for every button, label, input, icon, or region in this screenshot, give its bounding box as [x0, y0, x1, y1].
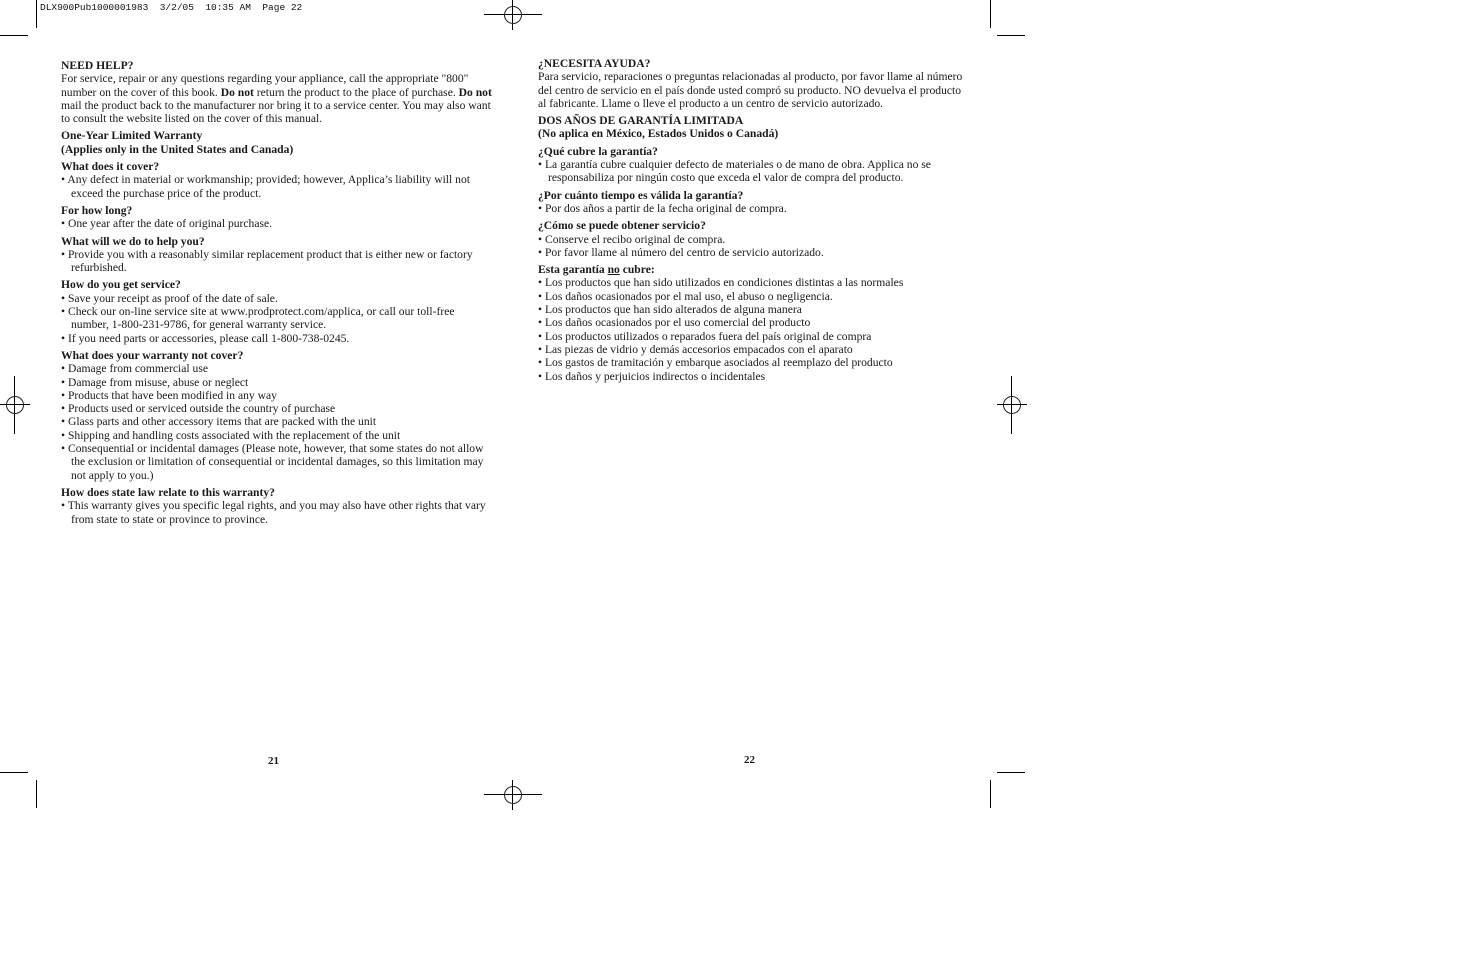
list-item: • Por favor llame al número del centro de servicio autorizado. [538, 245, 824, 259]
section-heading: ¿Qué cubre la garantía? [538, 144, 658, 158]
list-item: • Los daños ocasionados por el mal uso, el abuso o negligencia. [538, 289, 833, 303]
list-item: • Any defect in material or workmanship; provided; however, Applica’s liability will not exceed the purchase price of the product. [61, 173, 470, 200]
print-slug: DLX900Pub1000001983 3/2/05 10:35 AM Page 22 [40, 2, 303, 13]
crop-mark [36, 0, 37, 28]
left-page-column [61, 59, 493, 526]
list-item: • Los gastos de tramitación y embarque asociados al reemplazo del producto [538, 356, 893, 370]
page-number-right: 22 [744, 754, 755, 766]
warranty-title: One-Year Limited Warranty [61, 129, 203, 143]
list-item: • Save your receipt as proof of the date of sale. [61, 291, 278, 305]
section-heading: How does state law relate to this warranty? [61, 485, 275, 499]
list-item: • La garantía cubre cualquier defecto de materiales o de mano de obra. Applica no se responsabiliza por ningún costo que exceda el valor de compra del producto. [538, 158, 931, 185]
list-item: • Glass parts and other accessory items that are packed with the unit [61, 415, 377, 429]
list-item: • Shipping and handling costs associated with the replacement of the unit [61, 428, 401, 442]
page-number-left: 21 [268, 755, 279, 767]
list-item: • Por dos años a partir de la fecha original de compra. [538, 201, 787, 215]
crop-mark [997, 35, 1025, 36]
section-heading: How do you get service? [61, 278, 181, 292]
list-item: • Conserve el recibo original de compra. [538, 232, 726, 246]
list-item: • Check our on-line service site at www.prodprotect.com/applica, or call our toll-free number, 1-800-231-9786, for general warranty service. [61, 305, 455, 332]
crop-mark [997, 772, 1025, 773]
need-help-heading: NEED HELP? [61, 59, 134, 72]
registration-mark-circle [6, 396, 24, 414]
need-help-paragraph: For service, repair or any questions regarding your appliance, call the appropriate "800" number on the cover of this book. Do not return the product to the place of purchase. Do not mail the product back to the manufacturer nor bring it to a service center. You may also want to consult the website listed on the cover of this manual. [61, 72, 492, 126]
list-item: • If you need parts or accessories, please call 1-800-738-0245. [61, 331, 350, 345]
list-item: • Products that have been modified in any way [61, 388, 277, 402]
list-item: • Las piezas de vidrio y demás accesorios empacados con el aparato [538, 342, 853, 356]
need-help-paragraph: Para servicio, reparaciones o preguntas relacionadas al producto, por favor llame al número del centro de servicio en el país donde usted compró su producto. NO devuelva el producto al fabricante. Llame o lleve el producto a un centro de servicio autorizado. [538, 70, 963, 110]
list-item: • Los productos que han sido utilizados en condiciones distintas a las normales [538, 276, 904, 290]
crop-mark [990, 0, 991, 28]
list-item: • Damage from commercial use [61, 362, 208, 376]
crop-mark [0, 772, 28, 773]
right-page-column [538, 57, 970, 383]
list-item: • Products used or serviced outside the country of purchase [61, 402, 336, 416]
section-heading: What does it cover? [61, 160, 160, 174]
list-item: • Los productos que han sido alterados de alguna manera [538, 303, 802, 317]
list-item: • Damage from misuse, abuse or neglect [61, 375, 249, 389]
section-heading: What does your warranty not cover? [61, 348, 244, 362]
list-item: • Provide you with a reasonably similar replacement product that is either new or factory refurbished. [61, 247, 473, 275]
list-item: • This warranty gives you specific legal rights, and you may also have other rights that vary from state to state or province to province. [61, 499, 486, 526]
registration-mark-circle [1003, 396, 1021, 414]
need-help-heading: ¿NECESITA AYUDA? [538, 57, 651, 70]
list-item: • Los productos utilizados o reparados fuera del país original de compra [538, 329, 872, 343]
crop-mark [990, 780, 991, 808]
list-item: • One year after the date of original purchase. [61, 217, 273, 231]
crop-mark [0, 35, 28, 36]
list-item: • Los daños y perjuicios indirectos o incidentales [538, 369, 766, 383]
not-cover-heading: Esta garantía no cubre: [538, 263, 655, 277]
section-heading: What will we do to help you? [61, 234, 205, 248]
list-item: • Consequential or incidental damages (Please note, however, that some states do not allow the exclusion or limitation of consequential or incidental damages, so this limitation may not apply to you.) [61, 442, 484, 482]
warranty-subtitle: (No aplica en México, Estados Unidos o Canadá) [538, 127, 779, 141]
section-heading: ¿Cómo se puede obtener servicio? [538, 219, 706, 233]
registration-mark-circle [504, 786, 522, 804]
registration-mark-circle [504, 6, 522, 24]
warranty-subtitle: (Applies only in the United States and Canada) [61, 142, 294, 156]
section-heading: ¿Por cuánto tiempo es válida la garantía? [538, 188, 744, 202]
section-heading: For how long? [61, 203, 133, 217]
warranty-title: DOS AÑOS DE GARANTÍA LIMITADA [538, 114, 744, 128]
list-item: • Los daños ocasionados por el uso comercial del producto [538, 316, 811, 330]
crop-mark [36, 780, 37, 808]
